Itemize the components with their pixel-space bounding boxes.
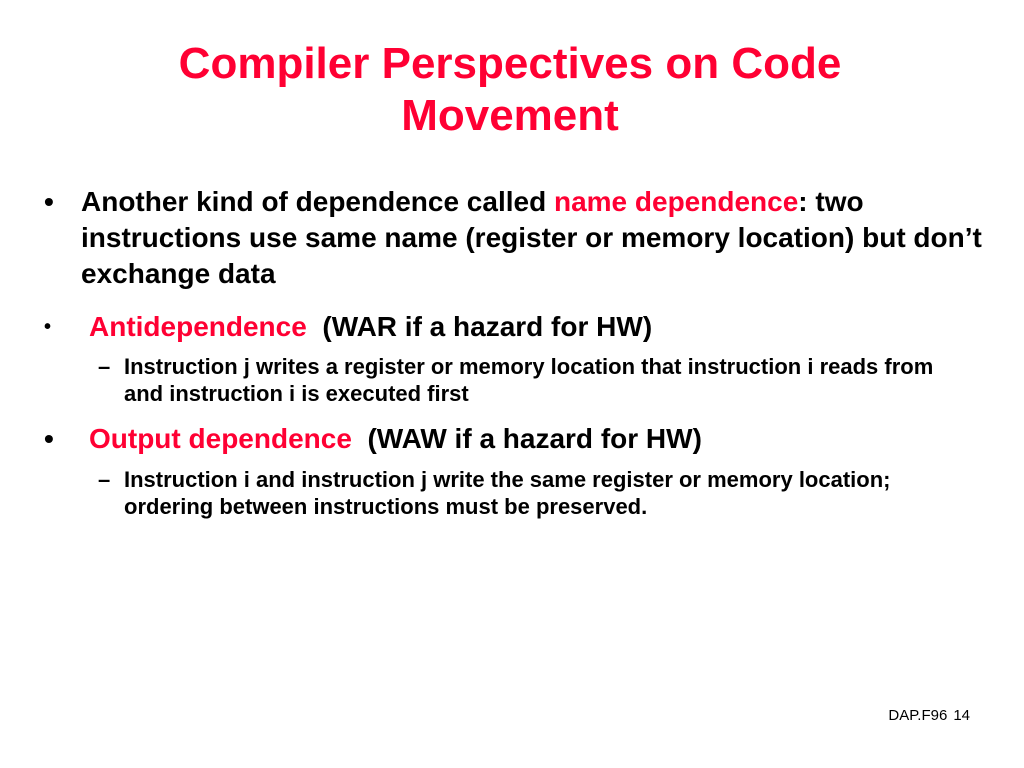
term-antidependence: Antidependence — [89, 311, 307, 342]
title-line-2: Movement — [401, 91, 619, 140]
bullet-text — [89, 309, 984, 345]
title-line-1: Compiler Perspectives on Code — [178, 39, 842, 88]
page-number: 14 — [953, 707, 970, 724]
sub-bullet-marker: – — [98, 354, 111, 379]
bullet-suffix: (WAR if a hazard for HW) — [306, 311, 653, 342]
sub-bullet-text: Instruction j writes a register or memory location that instruction i reads from and instruction i is executed first — [124, 354, 934, 406]
slide-title — [60, 38, 960, 142]
bullet-marker: • — [44, 316, 52, 338]
bullet-text — [89, 421, 984, 457]
bullet-prefix: Another kind of dependence called — [81, 186, 554, 217]
sub-bullet-marker: – — [98, 467, 111, 492]
sub-bullet-output-dependence — [98, 466, 948, 520]
bullet-antidependence — [44, 309, 984, 345]
term-output-dependence: Output dependence — [89, 423, 352, 454]
sub-bullet-antidependence — [98, 353, 948, 407]
bullet-text — [81, 184, 984, 292]
bullet-name-dependence — [44, 184, 984, 292]
sub-bullet-text: Instruction i and instruction j write the same register or memory location; ordering between instructions must be preserved. — [124, 467, 891, 519]
term-name-dependence: name dependence — [553, 186, 799, 217]
bullet-output-dependence — [44, 421, 984, 457]
bullet-suffix: : two instructions use same name (register or memory location) but don’t exchange data — [81, 186, 982, 289]
bullet-marker: • — [44, 423, 54, 454]
slide-footer — [888, 707, 970, 724]
bullet-marker: • — [44, 186, 54, 217]
bullet-suffix: (WAW if a hazard for HW) — [351, 423, 702, 454]
footer-label: DAP.F96 — [888, 707, 948, 724]
